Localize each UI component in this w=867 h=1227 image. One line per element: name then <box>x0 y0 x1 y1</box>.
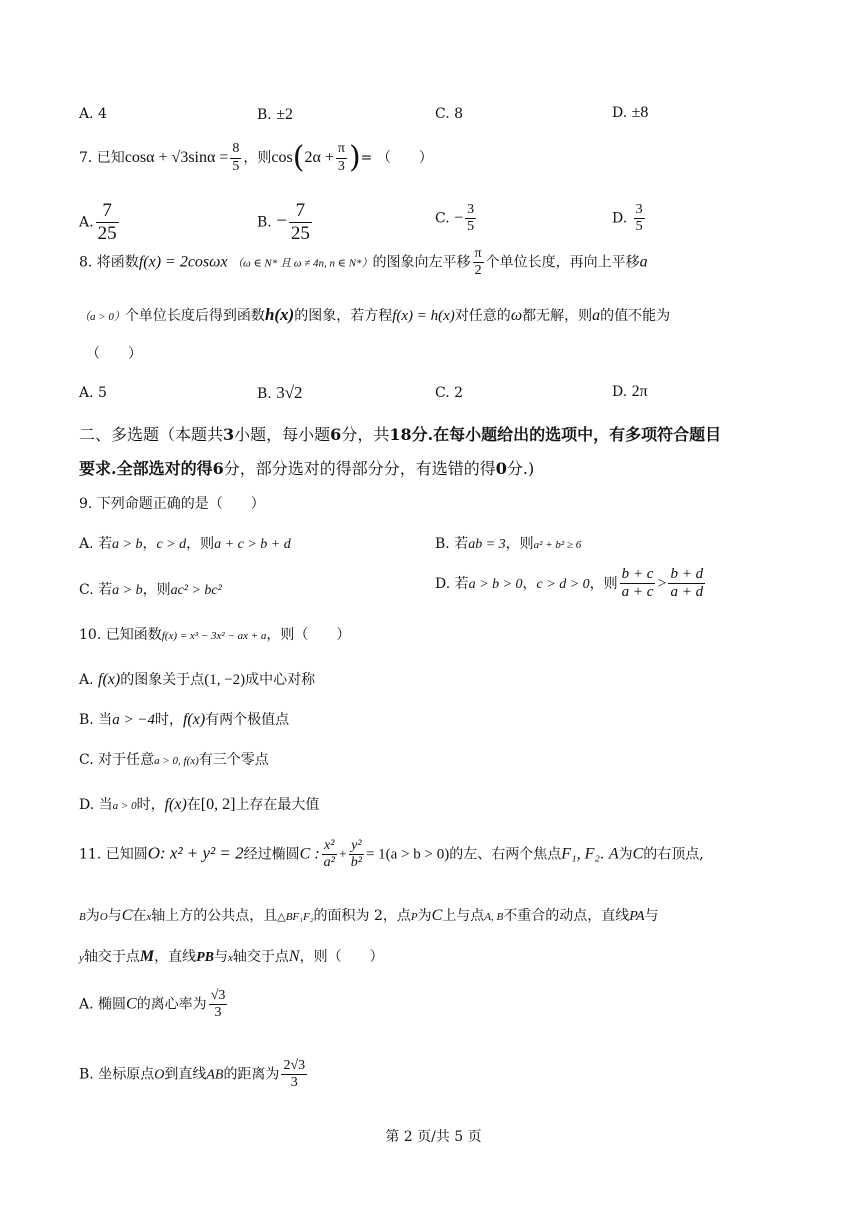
q11-l1-b: 经过椭圆 <box>243 846 300 863</box>
q7-mid: ，则 <box>243 150 272 166</box>
q11-O: O <box>99 911 108 923</box>
q8-option-d <box>612 383 648 401</box>
q9-option-d <box>435 566 707 602</box>
q6-option-c: C. 8 <box>435 106 464 122</box>
q9-d-f2-den: a + d <box>670 584 704 601</box>
q7-pi-den: 3 <box>337 158 345 174</box>
q7-frac-den: 5 <box>232 158 240 174</box>
q9-d-gt: > <box>657 574 667 592</box>
q7-b-den: 25 <box>290 222 310 244</box>
q7-option-b <box>257 200 314 245</box>
q11-PA: PA <box>629 909 645 924</box>
q8-option-a: A. 5 <box>79 385 107 401</box>
q10-stem <box>79 627 350 644</box>
sec2-l1-b: 小题，每小题 <box>234 425 331 444</box>
q11-l1-a: 11. 已知圆 <box>79 846 148 863</box>
sec2-n1: 3 <box>223 425 235 444</box>
q8-option-c: C. 2 <box>435 385 464 401</box>
q8-l1-c: 个单位长度，再向上平移 <box>485 254 640 271</box>
q11-C3: C <box>431 907 443 924</box>
q9-c-m1: a > b <box>112 583 143 598</box>
q7-a-den: 25 <box>97 222 117 244</box>
q10-a-point: (1, −2) <box>204 672 246 688</box>
q10-b-f: f(x) <box>182 711 206 728</box>
sec2-l2-b: 分，部分选对的得部分分，有选错的得 <box>223 459 496 478</box>
sec2-l2-a: 要求.全部选对的得 <box>79 459 213 478</box>
q11-a-num: √3 <box>209 988 228 1005</box>
q11-l2-a: 为 <box>85 908 100 924</box>
q7-option-c-sign: − <box>454 209 464 227</box>
q11-l3-c: 与 <box>214 949 229 965</box>
q11-l1-e: 为 <box>618 846 633 863</box>
q11-y-axis: y <box>79 952 84 964</box>
q7-option-d <box>612 202 647 235</box>
q9-d-m2: c > d > 0 <box>536 576 590 592</box>
q8-omega: ω <box>510 307 523 324</box>
q11-b-t1: 到直线 <box>164 1066 207 1083</box>
sec2-n2: 6 <box>330 425 342 444</box>
q11-Cv: C <box>632 845 644 863</box>
q11-PB: PB <box>196 950 215 965</box>
q11-option-a <box>79 988 229 1021</box>
q11-foci: F₁, F₂ <box>561 845 600 863</box>
q7-prefix: 7. 已知 <box>79 150 125 166</box>
q9-stem: 9. 下列命题正确的是（ ） <box>79 496 265 512</box>
right-paren: ) <box>348 140 361 175</box>
q9-b-m1: ab = 3 <box>468 537 506 552</box>
q10-b-t1: 时， <box>154 712 183 728</box>
q11-a-frac <box>209 988 228 1021</box>
q11-A: A <box>608 845 619 863</box>
q11-x-axis-2: x <box>228 952 233 964</box>
q6-option-a: A. 4 <box>79 106 107 122</box>
q9-option-a <box>79 533 291 553</box>
q10-c-label: C. 对于任意 <box>79 752 155 768</box>
q11-plus: + <box>338 847 347 863</box>
q7-d-den: 5 <box>635 219 643 235</box>
q7-option-b-frac <box>289 200 312 245</box>
q7-option-b-sign: − <box>276 210 287 232</box>
q9-a-sep: ， <box>142 536 157 552</box>
q9-b-label: B. 若 <box>435 536 469 552</box>
q11-P: P <box>410 911 418 923</box>
sec2-l1-d: 分.在每小题给出的选项中，有多项符合题目 <box>411 425 722 444</box>
q11-line-1 <box>79 838 704 871</box>
q9-c-mid: ，则 <box>142 582 171 598</box>
q11-l3-e: ，则（ ） <box>299 949 384 965</box>
sec2-n4: 6 <box>212 459 224 478</box>
q9-d-f1-num: b + c <box>620 566 656 584</box>
q7-d-num: 3 <box>634 202 645 219</box>
q11-ellipse-C: C : <box>299 845 320 863</box>
q11-a-C: C <box>126 995 137 1013</box>
q9-d-label: D. 若 <box>435 575 469 592</box>
q11-N: N <box>288 948 300 965</box>
q11-l2-d: 轴上方的公共点，且 <box>151 908 278 924</box>
q10-d-f: f(x) <box>164 796 187 813</box>
q9-a-label: A. 若 <box>79 536 113 552</box>
sec2-n5: 0 <box>495 459 507 478</box>
q7-c-num: 3 <box>465 202 476 219</box>
q7-expr1: cosα + √3sinα = <box>124 149 229 166</box>
q9-a-m3: a + c > b + d <box>214 537 291 552</box>
q11-b-frac <box>281 1058 307 1091</box>
q7-c-den: 5 <box>467 219 475 235</box>
q7-a-num: 7 <box>96 200 119 223</box>
left-paren: ( <box>292 140 305 175</box>
q10-option-b <box>79 709 289 729</box>
q6-option-d-value: ±8 <box>631 104 649 121</box>
q7-option-d-label: D. <box>612 210 628 227</box>
q11-l1-f: 的右顶点, <box>643 846 704 863</box>
q11-eq: = 1(a > b > 0) <box>365 846 450 863</box>
q10-a-label: A. <box>79 672 94 688</box>
q9-a-m1: a > b <box>112 537 143 552</box>
q7-option-c <box>435 202 478 235</box>
sec2-n3: 18 <box>389 425 412 444</box>
q10-b-t2: 有两个极值点 <box>205 712 290 728</box>
q10-a-f: f(x) <box>98 671 121 688</box>
q7-fraction <box>230 141 241 174</box>
q11-a2: a² <box>323 855 335 871</box>
q9-a-m2: c > d <box>156 537 187 552</box>
q6-option-d <box>612 104 648 122</box>
q10-stem-b: ，则（ ） <box>266 627 351 643</box>
q9-c-label: C. 若 <box>79 582 113 598</box>
q11-l3-a: 轴交于点 <box>83 949 140 965</box>
q10-option-d <box>79 794 319 814</box>
q8-pi-num: π <box>473 246 484 263</box>
q11-x-axis: x <box>146 911 152 923</box>
q9-d-mid: ，则 <box>589 575 618 592</box>
q8-l1-b: 的图象向左平移 <box>372 254 471 271</box>
q9-d-frac-2 <box>668 566 705 602</box>
q11-l2-c: 在 <box>132 908 147 924</box>
q9-b-m2: a² + b² ≥ 6 <box>533 539 582 551</box>
q7-inner: 2α + <box>304 149 334 166</box>
q6-option-b <box>257 106 293 124</box>
q11-l1-d: . <box>599 846 605 863</box>
sec2-l1-a: 二、多选题（本题共 <box>79 425 224 444</box>
q11-circle: O: x² + y² = 2 <box>147 843 244 863</box>
sec2-l2-c: 分.) <box>506 459 535 478</box>
section-2-header-line-2 <box>79 459 534 478</box>
q9-d-f1-den: a + c <box>621 584 654 601</box>
q9-a-mid: ，则 <box>186 536 215 552</box>
q8-l1-a: 8. 将函数 <box>79 254 139 271</box>
q7-suffix: = （ ） <box>360 150 433 166</box>
q8-l2-b: 的图象，若方程 <box>294 308 393 324</box>
q8-option-d-label: D. <box>612 384 628 400</box>
q10-a-t1: 的图象关于点 <box>120 672 205 688</box>
q11-l2-b: 与 <box>107 908 122 924</box>
q11-AB: A, B <box>484 911 504 923</box>
q7-option-c-frac <box>465 202 476 235</box>
q9-option-b <box>435 533 581 553</box>
q9-d-f2-num: b + d <box>668 566 705 584</box>
q11-C2: C <box>121 907 133 924</box>
q11-b2: b² <box>350 855 362 871</box>
q11-b-AB: AB <box>206 1067 224 1083</box>
q8-option-b <box>257 383 303 403</box>
q11-l2-h: 不重合的动点，直线 <box>503 908 630 924</box>
q8-line-3: （ ） <box>86 346 142 362</box>
q7-option-b-label: B. <box>257 214 272 231</box>
q10-d-label: D. 当 <box>79 797 113 813</box>
section-2-header-line-1 <box>79 425 721 444</box>
q8-var-a: a <box>639 253 648 271</box>
q11-a-den: 3 <box>214 1005 222 1021</box>
q8-pi-den: 2 <box>474 263 482 279</box>
q8-func-f: f(x) = 2cosωx <box>138 253 228 271</box>
q10-d-t3: 上存在最大值 <box>235 797 320 813</box>
q6-option-b-label: B. <box>257 107 272 123</box>
sec2-l1-c: 分，共 <box>341 425 390 444</box>
q9-d-sep: ， <box>522 575 537 592</box>
q11-l2-f: 为 <box>417 908 432 924</box>
q11-line-3 <box>79 947 384 967</box>
q6-option-d-label: D. <box>612 105 628 121</box>
q11-triangle: △BF₁F₂ <box>277 911 314 923</box>
q7-b-num: 7 <box>289 200 312 223</box>
q11-M: M <box>139 948 155 965</box>
q9-c-m2: ac² > bc² <box>170 583 222 598</box>
q11-l2-e: 的面积为 2，点 <box>313 908 411 924</box>
q11-b-O: O <box>154 1067 165 1083</box>
q11-option-b <box>79 1058 309 1091</box>
q11-x2: x² <box>322 838 337 855</box>
q7-frac-num: 8 <box>230 141 241 158</box>
q11-l3-d: 轴交于点 <box>232 949 289 965</box>
q11-a-label: A. 椭圆 <box>79 996 127 1013</box>
q7-option-a-label: A. <box>79 214 94 231</box>
q10-a-t2: 成中心对称 <box>245 672 316 688</box>
q11-a-t: 的离心率为 <box>136 996 207 1013</box>
q11-l2-g: 上与点 <box>442 908 485 924</box>
q7-option-a <box>79 200 121 245</box>
q7-option-a-frac <box>96 200 119 245</box>
q8-line-2 <box>79 305 670 325</box>
q10-c-t: 有三个零点 <box>198 752 269 768</box>
q10-d-t2: 在 <box>186 797 201 813</box>
q11-l2-i: 与 <box>644 908 659 924</box>
q8-l2-c: 对任意的 <box>454 308 511 324</box>
q11-l1-c: 的左、右两个焦点 <box>449 846 562 863</box>
q11-frac-y <box>349 838 364 871</box>
q10-c-cond: a > 0, f(x) <box>154 755 199 767</box>
q10-option-c <box>79 749 269 769</box>
q8-func-h: h(x) <box>264 305 295 324</box>
q9-option-c <box>79 579 222 599</box>
q8-line-1 <box>79 246 648 279</box>
q10-option-a <box>79 669 315 689</box>
q6-option-b-value: ±2 <box>276 106 293 123</box>
q8-option-b-label: B. <box>257 386 272 402</box>
q8-pi-fraction <box>473 246 484 279</box>
q7-option-d-frac <box>634 202 645 235</box>
q8-option-d-value: 2π <box>631 383 648 400</box>
q8-equation: f(x) = h(x) <box>392 308 455 324</box>
q8-cond-a: （a > 0） <box>79 311 125 323</box>
q7-option-c-label: C. <box>435 210 450 227</box>
q8-l2-a: 个单位长度后得到函数 <box>124 308 265 324</box>
q10-d-cond: a > 0 <box>112 800 137 812</box>
q7-cos: cos <box>271 149 293 166</box>
q10-d-interval: [0, 2] <box>200 796 236 813</box>
q9-d-m1: a > b > 0 <box>468 576 523 592</box>
q7-pi-fraction <box>336 141 347 174</box>
q8-l2-d: 都无解，则 <box>522 308 593 324</box>
q8-cond: （ω ∈ N* 且 ω ≠ 4n, n ∈ N*） <box>232 257 373 270</box>
q11-b-den: 3 <box>290 1075 298 1091</box>
q7-pi-num: π <box>336 141 347 158</box>
q11-l3-b: ，直线 <box>154 949 197 965</box>
q11-b-t2: 的距离为 <box>223 1066 280 1083</box>
q11-B: B <box>79 911 86 923</box>
q8-option-b-value: 3√2 <box>276 383 303 402</box>
q9-b-mid: ，则 <box>505 536 534 552</box>
q10-b-cond: a > −4 <box>112 712 155 728</box>
q11-line-2 <box>79 906 659 926</box>
q7-stem <box>79 140 433 176</box>
q10-func: f(x) = x³ − 3x² − ax + a <box>161 630 267 642</box>
q8-l2-e: 的值不能为 <box>600 308 671 324</box>
q11-b-label: B. 坐标原点 <box>79 1066 155 1083</box>
q11-frac-x <box>322 838 337 871</box>
q11-b-num: 2√3 <box>281 1058 307 1075</box>
q10-stem-a: 10. 已知函数 <box>79 627 162 643</box>
q11-y2: y² <box>349 838 364 855</box>
q10-d-t1: 时， <box>136 797 165 813</box>
q9-d-frac-1 <box>620 566 656 602</box>
q8-var-a2: a <box>592 307 601 324</box>
page-footer: 第 2 页/共 5 页 <box>385 1129 482 1145</box>
q10-b-label: B. 当 <box>79 712 113 728</box>
